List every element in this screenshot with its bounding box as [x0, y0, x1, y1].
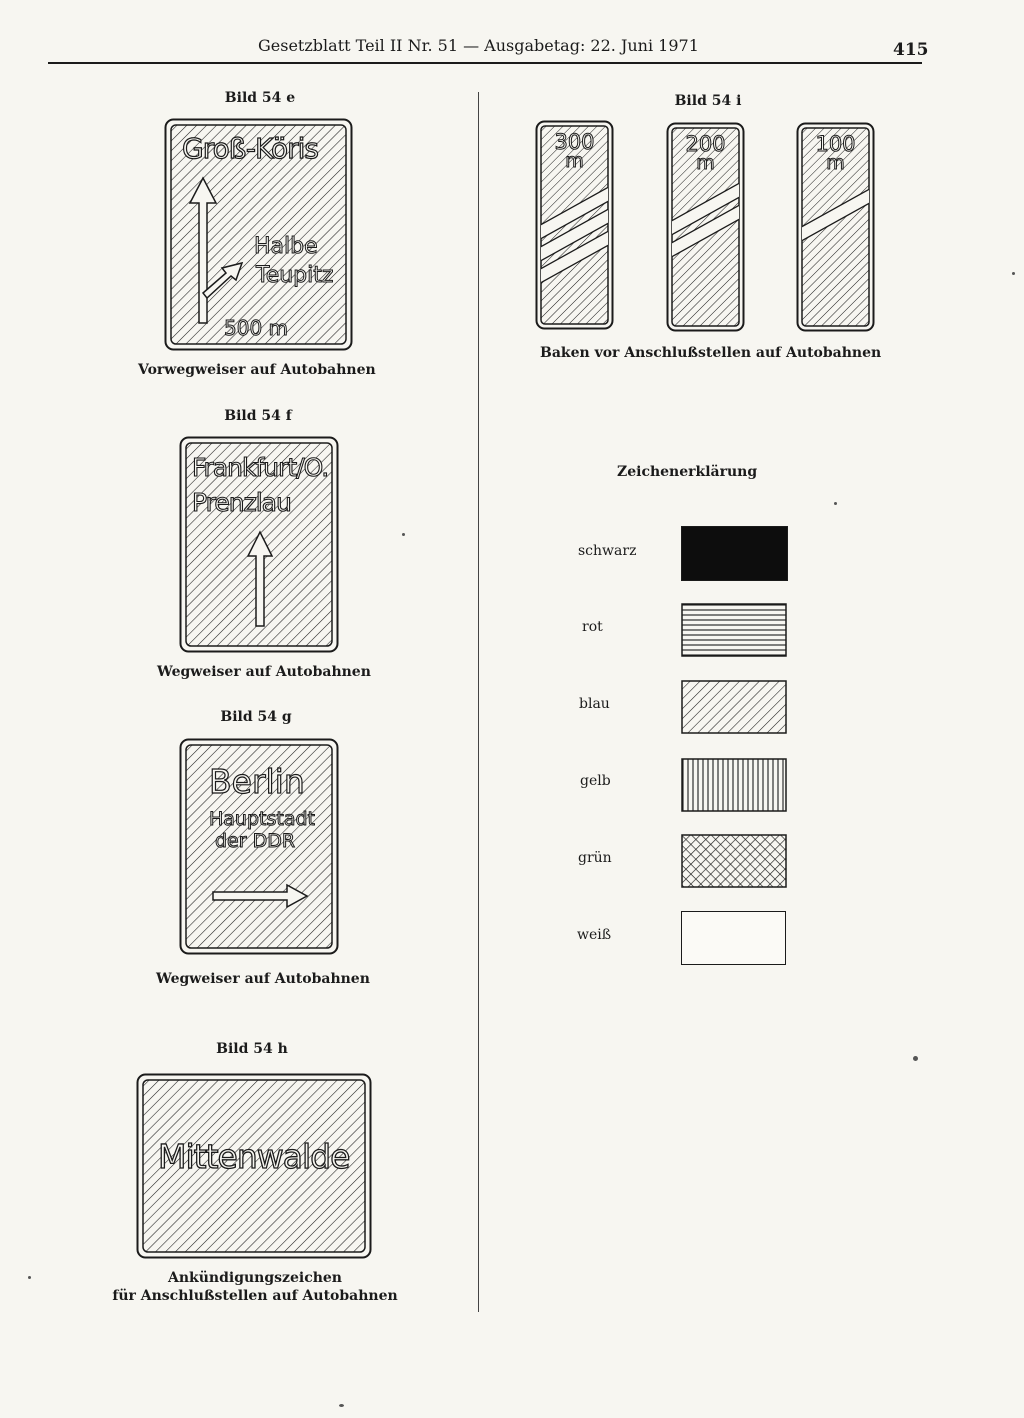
- sign-54h: [136, 1073, 372, 1259]
- beacon-200: [666, 122, 745, 332]
- caption-54f: Wegweiser auf Autobahnen: [157, 664, 371, 680]
- sign-54g: [179, 738, 339, 955]
- sign-54f-line2: Prenzlau: [192, 488, 291, 517]
- figure-label-54e: Bild 54 e: [224, 90, 296, 106]
- scan-speck: [402, 533, 405, 536]
- legend-swatch-gruen: [681, 834, 787, 888]
- scan-speck: [1012, 272, 1015, 275]
- scan-speck: [339, 1404, 344, 1407]
- legend-label-weiss: weiß: [577, 927, 612, 943]
- figure-label-54f: Bild 54 f: [224, 408, 292, 424]
- beacon-300-unit: m: [565, 150, 584, 172]
- sign-54e-line4: 500 m: [224, 316, 289, 340]
- caption-54h-line1: Ankündigungszeichen: [168, 1270, 342, 1286]
- beacon-100: [796, 122, 875, 332]
- running-header: Gesetzblatt Teil II Nr. 51 — Ausgabetag: 22. Juni 1971: [258, 36, 699, 55]
- sign-54f: [179, 436, 339, 653]
- sign-54f-line1: Frankfurt/O.: [192, 453, 329, 482]
- legend-swatch-rot: [681, 603, 787, 657]
- sign-54g-line3: der DDR: [215, 830, 296, 852]
- legend-swatch-gelb: [681, 758, 787, 812]
- caption-54g: Wegweiser auf Autobahnen: [156, 971, 370, 987]
- beacon-100-unit: m: [826, 152, 845, 174]
- legend-label-gelb: gelb: [580, 773, 611, 789]
- legend-swatch-weiss: [681, 911, 786, 965]
- legend-label-schwarz: schwarz: [578, 543, 637, 559]
- page-number: 415: [893, 40, 929, 60]
- sign-54g-line1: Berlin: [209, 762, 305, 801]
- caption-54i: Baken vor Anschlußstellen auf Autobahnen: [540, 345, 882, 361]
- sign-54h-line1: Mittenwalde: [158, 1137, 350, 1176]
- scan-speck: [913, 1056, 918, 1061]
- legend-swatch-schwarz: [681, 526, 788, 581]
- beacon-100-distance: 100: [815, 132, 856, 156]
- beacon-300-distance: 300: [554, 130, 595, 154]
- legend-swatch-blau: [681, 680, 787, 734]
- legend-label-rot: rot: [582, 619, 603, 635]
- legend-title: Zeichenerklärung: [617, 464, 758, 480]
- sign-54e-line2: Halbe: [254, 234, 318, 259]
- legend-label-gruen: grün: [578, 850, 612, 866]
- beacon-200-distance: 200: [685, 132, 726, 156]
- sign-54e-line3: Teupitz: [256, 263, 334, 288]
- beacon-300: [535, 120, 614, 330]
- sign-54e-line1: Groß-Köris: [182, 132, 318, 165]
- sign-54g-line2: Hauptstadt: [209, 808, 315, 830]
- beacon-200-unit: m: [696, 152, 715, 174]
- sign-54e: [164, 118, 353, 351]
- legend-label-blau: blau: [579, 696, 610, 712]
- scan-speck: [28, 1276, 31, 1279]
- caption-54h-line2: für Anschlußstellen auf Autobahnen: [112, 1288, 398, 1304]
- figure-label-54i: Bild 54 i: [674, 93, 742, 109]
- figure-label-54h: Bild 54 h: [216, 1041, 288, 1057]
- column-divider: [478, 92, 479, 1312]
- scan-speck: [834, 502, 837, 505]
- caption-54e: Vorwegweiser auf Autobahnen: [138, 362, 376, 378]
- header-rule: [48, 62, 922, 64]
- figure-label-54g: Bild 54 g: [220, 709, 292, 725]
